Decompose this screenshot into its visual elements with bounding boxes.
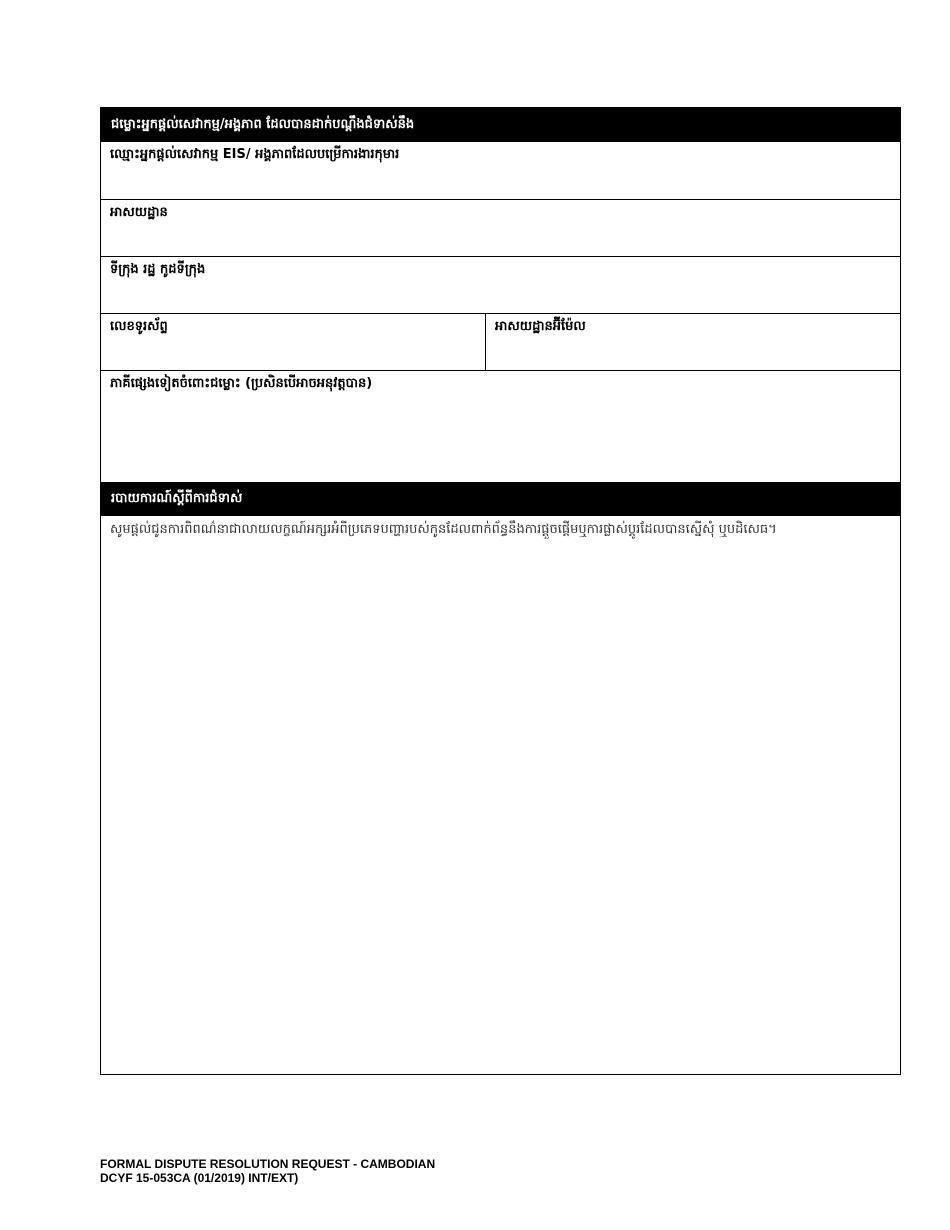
dispute-instructions: សូមផ្តល់ជូនការពិពណ៌នាជាលាយលក្ខណ៍អក្សរអំពីប្រភេទបញ្ហារបស់កូនដែលពាក់ព័ន្ធនឹងការផ្តួចផ្តើមឬការផ្លាស់ប្តូរដែលបានស្នើសុំ ឬបដិសេធ។ [110, 522, 777, 537]
section-header-dispute-statement: របាយការណ៍ស្តីពីការជំទាស់ [101, 482, 900, 516]
footer-form-number: DCYF 15-053CA (01/2019) INT/EXT) [100, 1171, 299, 1185]
phone-field[interactable]: លេខទូរស័ព្ទ [110, 319, 168, 334]
email-field[interactable]: អាសយដ្ឋានអ៊ីម៉ែល [485, 314, 900, 370]
city-state-zip-row [101, 256, 900, 313]
provider-name-field[interactable]: ឈ្មោះអ្នកផ្តល់សេវាកម្ម EIS/ អង្គភាពដែលបម្រើការងារកុមារ [110, 147, 400, 162]
form-footer [100, 1157, 435, 1185]
city-state-zip-field[interactable]: ទីក្រុង រដ្ឋ កូដទីក្រុង [110, 262, 206, 277]
section-header-disputed-provider: ជម្លោះអ្នកផ្តល់សេវាកម្ម/អង្គភាព ដែលបានដាក់បណ្តឹងជំទាស់នឹង [101, 108, 900, 142]
other-parties-field[interactable]: ភាគីផ្សេងទៀតចំពោះជម្លោះ (ប្រសិនបើអាចអនុវត្តបាន) [110, 376, 373, 391]
footer-form-title: FORMAL DISPUTE RESOLUTION REQUEST - CAMBODIAN [100, 1157, 436, 1171]
dispute-statement-area[interactable] [101, 516, 900, 544]
dispute-form [100, 107, 901, 1075]
address-row [101, 199, 900, 256]
address-field[interactable]: អាសយដ្ឋាន [110, 205, 168, 220]
other-parties-row [101, 370, 900, 482]
contact-row [101, 313, 900, 370]
provider-name-row [101, 142, 900, 199]
